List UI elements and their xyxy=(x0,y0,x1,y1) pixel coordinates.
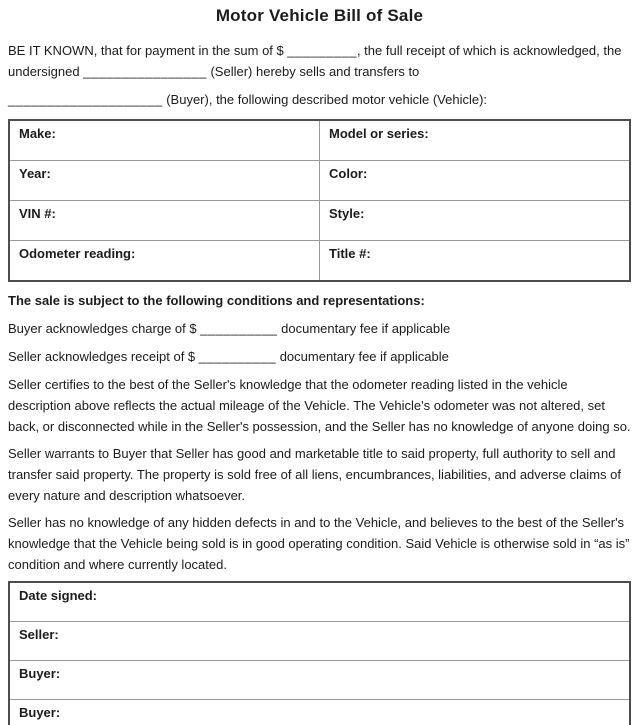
table-row xyxy=(9,161,630,201)
table-row xyxy=(9,582,630,622)
intro-text-a: BE IT KNOWN, that for payment in the sum of $ xyxy=(8,43,288,58)
bill-of-sale-document xyxy=(8,6,631,725)
buyer-fee-text-b: documentary fee if applicable xyxy=(277,321,451,336)
intro-text-b: , the full receipt of which is acknowledged, the undersigned xyxy=(8,43,622,79)
seller-fee-text-b: documentary fee if applicable xyxy=(276,349,449,364)
conditions-heading: The sale is subject to the following conditions and representations: xyxy=(8,293,425,308)
vin-field[interactable]: VIN #: xyxy=(9,201,320,241)
table-row xyxy=(9,241,630,282)
intro-paragraph-2 xyxy=(8,89,631,110)
make-field[interactable]: Make: xyxy=(9,120,320,161)
seller-fee-blank[interactable]: __________ xyxy=(198,349,277,364)
document-title: Motor Vehicle Bill of Sale xyxy=(215,6,424,25)
intro-text-c: (Seller) hereby sells and transfers to xyxy=(206,64,420,79)
buyer-name-blank[interactable]: ____________________ xyxy=(8,92,163,107)
vehicle-details-table xyxy=(8,119,631,282)
color-field[interactable]: Color: xyxy=(320,161,631,201)
seller-name-blank[interactable]: ________________ xyxy=(83,64,207,79)
buyer-fee-text-a: Buyer acknowledges charge of $ xyxy=(8,321,201,336)
buyer-fee-blank[interactable]: __________ xyxy=(200,321,278,336)
table-row xyxy=(9,622,630,661)
buyer-fee-line xyxy=(8,318,631,339)
intro-text-d: (Buyer), the following described motor vehicle (Vehicle): xyxy=(162,92,488,107)
year-field[interactable]: Year: xyxy=(9,161,320,201)
seller-fee-line xyxy=(8,346,631,367)
odometer-field[interactable]: Odometer reading: xyxy=(9,241,320,282)
table-row xyxy=(9,700,630,725)
signature-table xyxy=(8,581,631,725)
payment-amount-blank[interactable]: _________ xyxy=(287,43,357,58)
table-row xyxy=(9,661,630,700)
model-field[interactable]: Model or series: xyxy=(320,120,631,161)
date-signed-field[interactable]: Date signed: xyxy=(9,582,630,622)
title-number-field[interactable]: Title #: xyxy=(320,241,631,282)
intro-paragraph-1 xyxy=(8,40,631,82)
odometer-certification-paragraph: Seller certifies to the best of the Seller's knowledge that the odometer reading listed in the vehicle description above reflects the actual mileage of the Vehicle. The Vehicle's odometer was not altered, set back, or disconnected while in the Seller's possession, and the Seller has no knowledge of anyone doing so. xyxy=(8,377,631,434)
buyer-signature-field[interactable]: Buyer: xyxy=(9,661,630,700)
style-field[interactable]: Style: xyxy=(320,201,631,241)
seller-signature-field[interactable]: Seller: xyxy=(9,622,630,661)
as-is-condition-paragraph: Seller has no knowledge of any hidden defects in and to the Vehicle, and believes to the best of the Seller's knowledge that the Vehicle being sold is in good operating condition. Said Vehicle is otherwise sold in “as is” condition and where currently located. xyxy=(8,515,630,572)
table-row xyxy=(9,201,630,241)
buyer2-signature-field[interactable]: Buyer: xyxy=(9,700,630,725)
seller-fee-text-a: Seller acknowledges receipt of $ xyxy=(8,349,199,364)
warranty-paragraph: Seller warrants to Buyer that Seller has good and marketable title to said property, full authority to sell and transfer said property. The property is sold free of all liens, encumbrances, liabilities, and adverse claims of every nature and description whatsoever. xyxy=(8,446,621,503)
table-row xyxy=(9,120,630,161)
